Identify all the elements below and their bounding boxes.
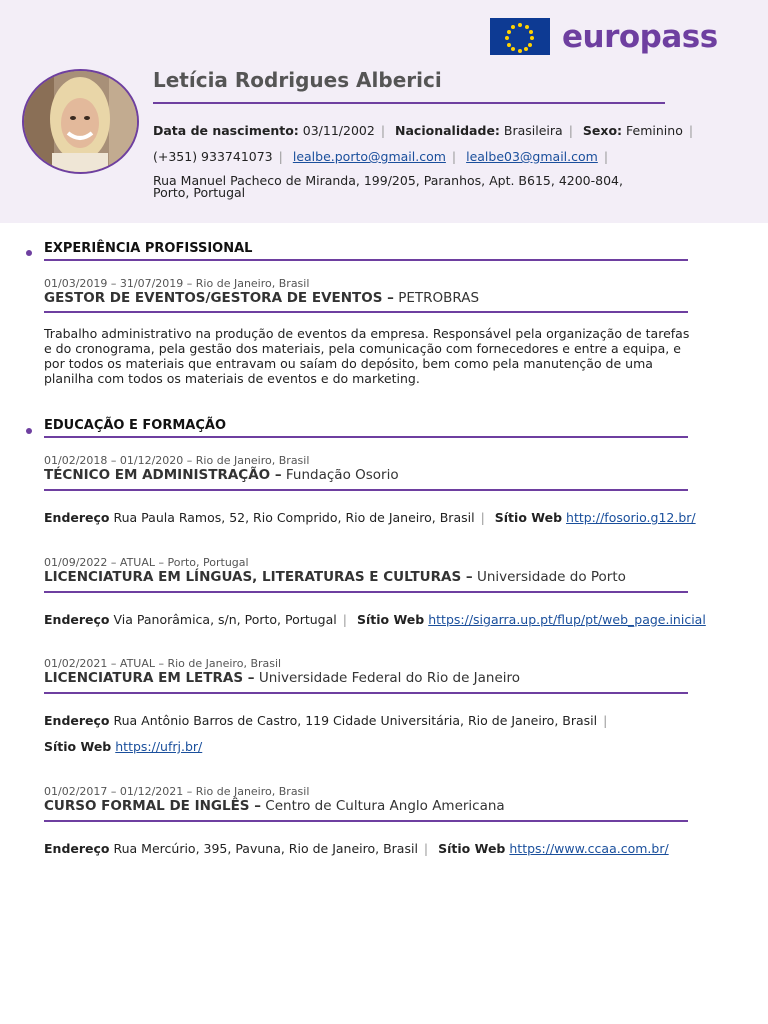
education-title (44, 670, 520, 686)
education-role: LICENCIATURA EM LETRAS – (44, 670, 255, 686)
education-org: Centro de Cultura Anglo Americana (265, 798, 505, 814)
website-link[interactable]: https://www.ccaa.com.br/ (509, 841, 669, 856)
education-meta: 01/02/2017 – 01/12/2021 – Rio de Janeiro, Brasil (44, 785, 310, 798)
education-section-title: EDUCAÇÃO E FORMAÇÃO (44, 418, 227, 433)
website-label: Sítio Web (438, 841, 506, 856)
personal-info-row: Data de nascimento: 03/11/2002 | Nacionalidade: Brasileira | Sexo: Feminino | (153, 123, 694, 138)
address-label: Endereço (44, 510, 110, 525)
profile-photo (22, 69, 139, 174)
education-address: Rua Antônio Barros de Castro, 119 Cidade Universitária, Rio de Janeiro, Brasil (113, 713, 598, 728)
section-bullet (26, 428, 32, 434)
education-address: Rua Paula Ramos, 52, Rio Comprido, Rio de Janeiro, Brasil (113, 510, 475, 525)
education-title (44, 467, 399, 483)
education-org: Fundação Osorio (285, 467, 399, 483)
nationality-label: Nacionalidade: (395, 123, 500, 138)
education-org: Universidade do Porto (476, 569, 626, 585)
item-divider (44, 692, 688, 694)
sex-value: Feminino (626, 123, 683, 138)
section-divider (44, 259, 688, 261)
phone-number: (+351) 933741073 (153, 149, 273, 164)
website-link[interactable]: https://ufrj.br/ (115, 739, 203, 754)
name-divider (153, 102, 665, 104)
education-address: Via Panorâmica, s/n, Porto, Portugal (113, 612, 337, 627)
nationality-value: Brasileira (503, 123, 563, 138)
job-title (44, 290, 479, 306)
education-meta: 01/02/2018 – 01/12/2020 – Rio de Janeiro, Brasil (44, 454, 310, 467)
job-description: Trabalho administrativo na produção de eventos da empresa. Responsável pela organização de tarefas e do cronograma, pela gestão dos materiais, pela comunicação com fornecedores e entre a equipa, e por todos os materiais que entravam ou saíam do depósito, bem como pela manutenção de uma planilha com todos os materiais de eventos e do marketing. (44, 326, 690, 386)
brand-text: europass (562, 18, 718, 55)
section-bullet (26, 250, 32, 256)
eu-flag-icon (490, 18, 550, 55)
education-details: Endereço Rua Paula Ramos, 52, Rio Comprido, Rio de Janeiro, Brasil | Sítio Web http://fosorio.g12.br/ (44, 510, 696, 525)
education-title (44, 569, 626, 585)
education-address: Rua Mercúrio, 395, Pavuna, Rio de Janeiro, Brasil (113, 841, 418, 856)
item-divider (44, 489, 688, 491)
europass-logo (490, 18, 718, 55)
email-link-2[interactable]: lealbe03@gmail.com (466, 149, 598, 164)
website-label: Sítio Web (494, 510, 563, 525)
website-link[interactable]: http://fosorio.g12.br/ (566, 510, 696, 525)
website-link[interactable]: https://sigarra.up.pt/flup/pt/web_page.inicial (428, 612, 706, 627)
item-divider (44, 591, 688, 593)
item-divider (44, 311, 688, 313)
education-details: Endereço Rua Mercúrio, 395, Pavuna, Rio de Janeiro, Brasil | Sítio Web https://www.ccaa.com.br/ (44, 841, 669, 856)
address-label: Endereço (44, 713, 110, 728)
education-web-row (44, 739, 202, 754)
education-details: Endereço Rua Antônio Barros de Castro, 119 Cidade Universitária, Rio de Janeiro, Brasil | (44, 713, 608, 728)
job-role: GESTOR DE EVENTOS/GESTORA DE EVENTOS – (44, 290, 394, 306)
email-link-1[interactable]: lealbe.porto@gmail.com (292, 149, 446, 164)
section-divider (44, 436, 688, 438)
birth-value: 03/11/2002 (302, 123, 375, 138)
item-divider (44, 820, 688, 822)
education-org: Universidade Federal do Rio de Janeiro (258, 670, 521, 686)
job-meta: 01/03/2019 – 31/07/2019 – Rio de Janeiro, Brasil (44, 277, 310, 290)
address-label: Endereço (44, 612, 110, 627)
education-role: CURSO FORMAL DE INGLÊS – (44, 798, 261, 814)
website-label: Sítio Web (44, 739, 112, 754)
contact-row: (+351) 933741073 | lealbe.porto@gmail.com | lealbe03@gmail.com | (153, 149, 609, 164)
home-address: Rua Manuel Pacheco de Miranda, 199/205, Paranhos, Apt. B615, 4200-804, Porto, Portugal (153, 173, 623, 200)
job-org: PETROBRAS (398, 290, 480, 306)
sex-label: Sexo: (582, 123, 623, 138)
website-label: Sítio Web (356, 612, 425, 627)
education-details: Endereço Via Panorâmica, s/n, Porto, Portugal | Sítio Web https://sigarra.up.pt/flup/pt/web_page.inicial (44, 612, 706, 627)
experience-section-title: EXPERIÊNCIA PROFISSIONAL (44, 241, 253, 256)
education-title (44, 798, 505, 814)
education-meta: 01/09/2022 – ATUAL – Porto, Portugal (44, 556, 249, 569)
education-meta: 01/02/2021 – ATUAL – Rio de Janeiro, Brasil (44, 657, 282, 670)
address-label: Endereço (44, 841, 110, 856)
education-role: TÉCNICO EM ADMINISTRAÇÃO – (44, 467, 282, 483)
education-role: LICENCIATURA EM LÍNGUAS, LITERATURAS E CULTURAS – (44, 569, 473, 585)
birth-label: Data de nascimento: (153, 123, 299, 138)
person-name: Letícia Rodrigues Alberici (153, 68, 442, 92)
